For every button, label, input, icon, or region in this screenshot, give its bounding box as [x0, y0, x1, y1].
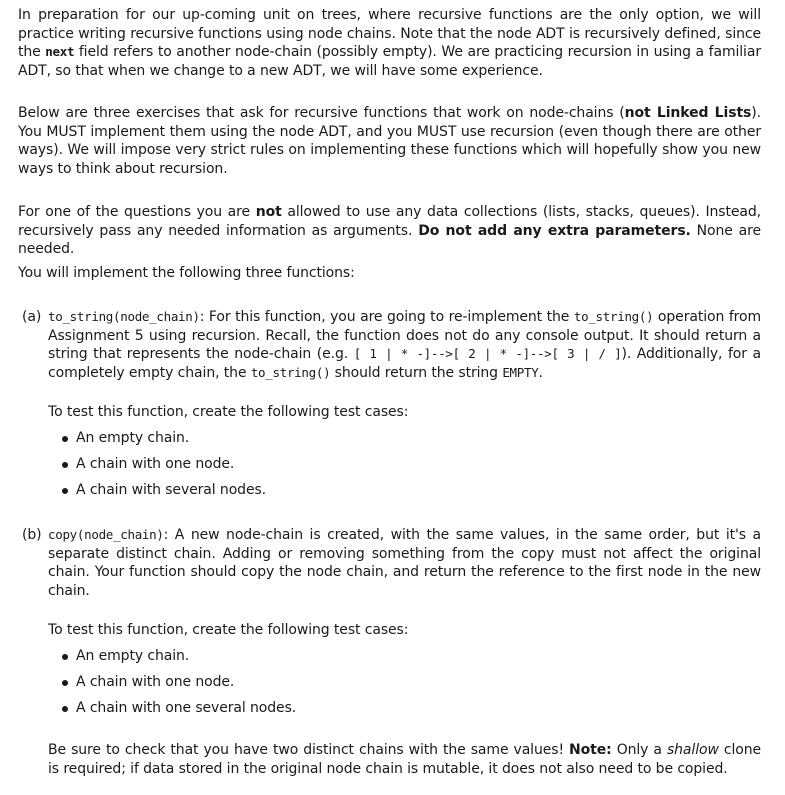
item-b-test-list [48, 647, 296, 725]
bullet-icon [62, 680, 68, 686]
item-b-closing-note: Be sure to check that you have two distinct chains with the same values! Note: Only a shallow clone is required; if data stored in the original node chain is mutable, it does not also need to be copied. [48, 742, 761, 777]
shallow-emphasis: shallow [666, 742, 719, 758]
bullet-icon [62, 462, 68, 468]
item-b-description: copy(node_chain): A new node-chain is created, with the same values, in the same order, but it's a separate distinct chain. Adding or removing something from the copy must not affect the original chain. Your function should copy the node chain, and return the reference to the first node in the new chain. [48, 527, 761, 599]
no-extra-parameters-emphasis: Do not add any extra parameters. [418, 222, 691, 239]
empty-string-code: EMPTY [502, 364, 539, 380]
copy-signature: copy(node_chain) [48, 527, 164, 542]
list-item: A chain with one several nodes. [48, 699, 296, 725]
note-label: Note: [569, 742, 612, 758]
item-a-description: to_string(node_chain): For this function, you are going to re-implement the to_string() operation from Assignment 5 using recursion. Recall, the function does not do any console output. It should return a string that represents the node-chain (e.g. [ 1 | * -]-->[ 2 | * -]-->[ 3 | / ]). Additionally, for a completely empty chain, the to_string() should return the string EMPTY. [48, 309, 762, 381]
list-item: A chain with one node. [48, 673, 296, 699]
rules-paragraph: For one of the questions you are not allowed to use any data collections (lists, stacks, queues). Instead, recursively pass any needed information as arguments. Do not add any extra parameters. None are needed. [18, 204, 761, 257]
not-linked-lists-emphasis: not Linked Lists [624, 105, 752, 121]
lead-in-sentence: You will implement the following three functions: [18, 265, 355, 281]
list-item: An empty chain. [48, 647, 296, 673]
bullet-icon [62, 706, 68, 712]
bullet-icon [62, 436, 68, 442]
exercises-intro-paragraph: Below are three exercises that ask for recursive functions that work on node-chains (not Linked Lists). You MUST implement them using the node ADT, and you MUST use recursion (even though there are other ways). We will impose very strict rules on implementing these functions which will hopefully show you new ways to think about recursion. [18, 105, 761, 177]
to-string-signature: to_string(node_chain) [48, 309, 200, 324]
bullet-icon [62, 488, 68, 494]
to-string-example: [ 1 | * -]-->[ 2 | * -]-->[ 3 | / ] [353, 346, 622, 361]
item-a-tests-intro: To test this function, create the following test cases: [48, 404, 409, 420]
next-field-code: next [45, 44, 75, 59]
item-b-tests-intro: To test this function, create the following test cases: [48, 622, 409, 638]
item-b-label: (b) [22, 527, 42, 543]
list-item: A chain with one node. [48, 455, 266, 481]
item-a-label: (a) [22, 309, 42, 325]
list-item: A chain with several nodes. [48, 481, 266, 507]
bullet-icon [62, 654, 68, 660]
item-a-test-list [48, 429, 266, 507]
list-item: An empty chain. [48, 429, 266, 455]
intro-paragraph: In preparation for our up-coming unit on trees, where recursive functions are the only option, we will practice writing recursive functions using node chains. Note that the node ADT is recursively defined, since the next field refers to another node-chain (possibly empty). We are practicing recursion in using a familiar ADT, so that when we change to a new ADT, we will have some experience. [18, 7, 761, 79]
